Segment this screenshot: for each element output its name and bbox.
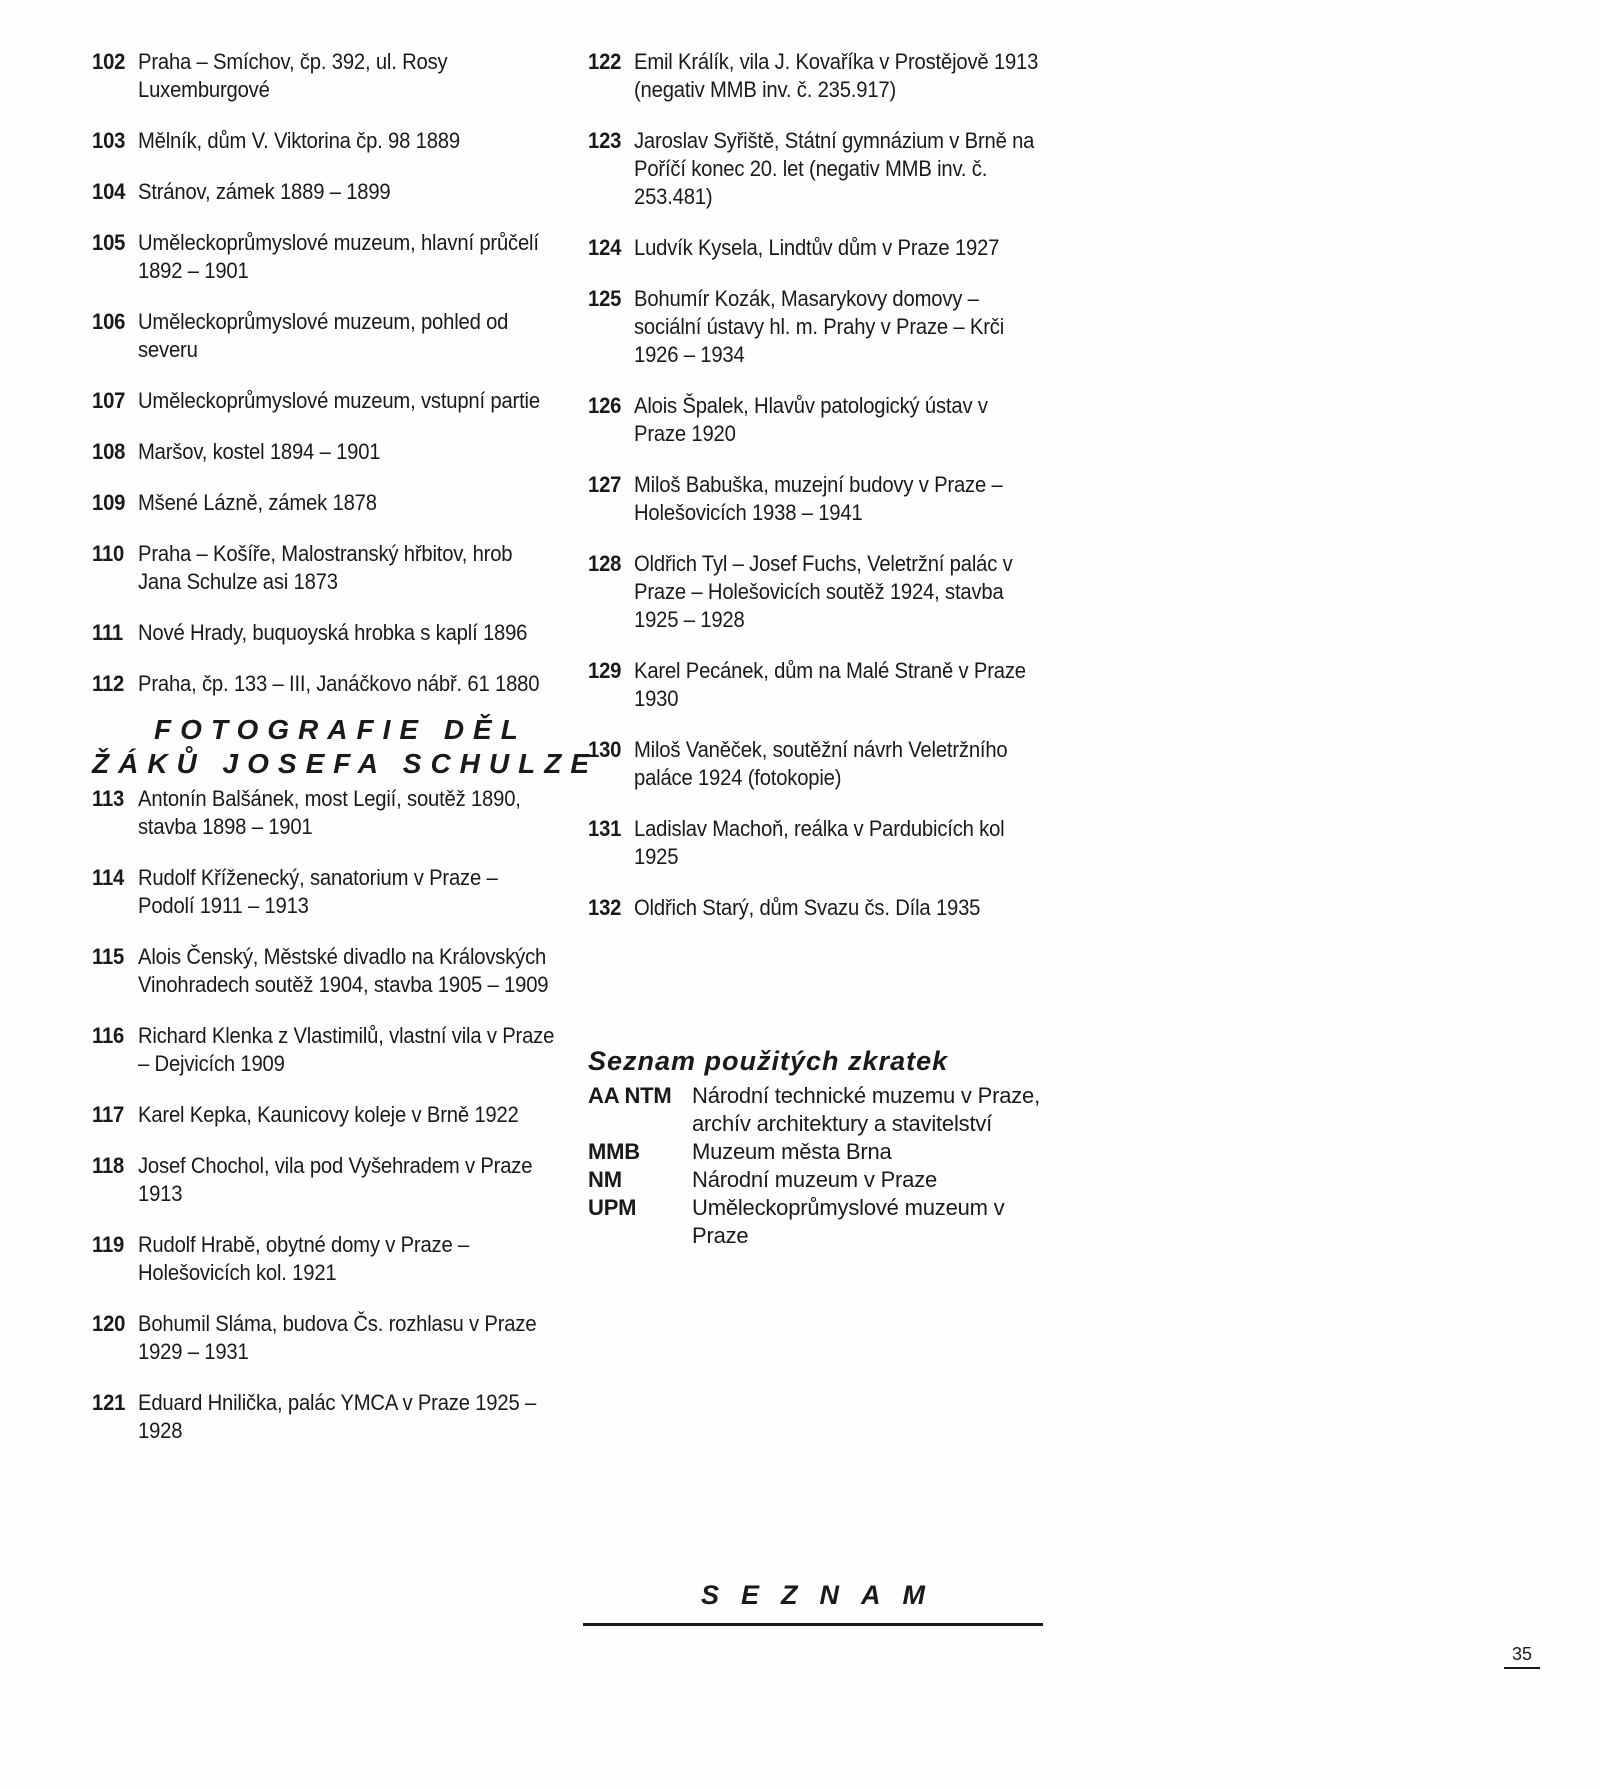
entry-text: Ludvík Kysela, Lindtův dům v Praze 1927: [634, 235, 1000, 260]
entry-text: Mšené Lázně, zámek 1878: [138, 490, 377, 515]
abbreviation-key: MMB: [588, 1139, 640, 1164]
entry-text: Richard Klenka z Vlastimilů, vlastní vila v Praze – Dejvicích 1909: [138, 1023, 555, 1076]
abbreviation-row: [588, 1082, 1058, 1138]
entry-item: [92, 670, 559, 698]
entry-number: 129: [588, 658, 622, 683]
entry-number: 130: [588, 737, 622, 762]
abbreviation-key: NM: [588, 1167, 622, 1192]
entry-number: 115: [92, 944, 125, 969]
entry-text: Alois Čenský, Městské divadlo na Královských Vinohradech soutěž 1904, stavba 1905 – 1909: [138, 944, 549, 997]
entry-item: [92, 1152, 559, 1208]
entry-number: 103: [92, 128, 126, 153]
entry-number: 123: [588, 128, 622, 153]
footer-title: [583, 1580, 1043, 1626]
entry-number: 104: [92, 179, 126, 204]
entry-item: [92, 1231, 559, 1287]
entry-text: Bohumír Kozák, Masarykovy domovy – sociální ústavy hl. m. Prahy v Praze – Krči 1926 – 1934: [634, 286, 1005, 367]
entry-text: Emil Králík, vila J. Kovaříka v Prostějově 1913 (negativ MMB inv. č. 235.917): [634, 49, 1039, 102]
entry-text: Miloš Babuška, muzejní budovy v Praze – Holešovicích 1938 – 1941: [634, 472, 1003, 525]
entry-text: Antonín Balšánek, most Legií, soutěž 1890, stavba 1898 – 1901: [138, 786, 521, 839]
entry-text: Uměleckoprůmyslové muzeum, hlavní průčelí 1892 – 1901: [138, 230, 539, 283]
entry-text: Praha – Košíře, Malostranský hřbitov, hrob Jana Schulze asi 1873: [138, 541, 513, 594]
entry-item: [92, 785, 559, 841]
abbreviation-value: Uměleckoprůmyslové muzeum v Praze: [692, 1195, 1005, 1248]
entry-number: 109: [92, 490, 126, 515]
entry-text: Jaroslav Syřiště, Státní gymnázium v Brně na Poříčí konec 20. let (negativ MMB inv. č. 253.481): [634, 128, 1035, 209]
abbreviation-key: UPM: [588, 1195, 637, 1220]
entry-number: 108: [92, 439, 126, 464]
entry-text: Eduard Hnilička, palác YMCA v Praze 1925 – 1928: [138, 1390, 537, 1443]
left-column: [92, 48, 598, 1468]
entry-number: 120: [92, 1311, 126, 1336]
entry-item: [588, 48, 1045, 104]
entry-number: 117: [92, 1102, 125, 1127]
abbreviations-block: [588, 1044, 1058, 1250]
entry-item: [588, 550, 1045, 634]
entry-list-1: [92, 48, 562, 698]
entry-item: [92, 864, 559, 920]
entry-text: Uměleckoprůmyslové muzeum, vstupní partie: [138, 388, 540, 413]
entry-number: 132: [588, 895, 622, 920]
entry-item: [588, 471, 1045, 527]
entry-text: Nové Hrady, buquoyská hrobka s kaplí 1896: [138, 620, 528, 645]
entry-number: 122: [588, 49, 622, 74]
entry-text: Oldřich Tyl – Josef Fuchs, Veletržní palác v Praze – Holešovicích soutěž 1924, stavba 1925 – 1928: [634, 551, 1013, 632]
right-column: [588, 48, 1048, 945]
entry-number: 116: [92, 1023, 125, 1048]
section-heading-line1: FOTOGRAFIE DĚL: [154, 714, 527, 745]
entry-item: [588, 736, 1045, 792]
entry-item: [92, 229, 559, 285]
entry-text: Rudolf Kříženecký, sanatorium v Praze – Podolí 1911 – 1913: [138, 865, 498, 918]
entry-item: [92, 1022, 559, 1078]
entry-text: Karel Pecánek, dům na Malé Straně v Praze 1930: [634, 658, 1026, 711]
entry-number: 127: [588, 472, 622, 497]
abbreviation-row: [588, 1194, 1058, 1250]
entry-item: [92, 489, 559, 517]
entry-text: Stránov, zámek 1889 – 1899: [138, 179, 391, 204]
entry-number: 112: [92, 671, 125, 696]
entry-text: Alois Špalek, Hlavův patologický ústav v Praze 1920: [634, 393, 988, 446]
entry-item: [588, 894, 1045, 922]
entry-item: [92, 1101, 559, 1129]
entry-text: Bohumil Sláma, budova Čs. rozhlasu v Praze 1929 – 1931: [138, 1311, 537, 1364]
abbreviation-value: Národní muzeum v Praze: [692, 1167, 938, 1192]
entry-text: Oldřich Starý, dům Svazu čs. Díla 1935: [634, 895, 981, 920]
entry-item: [92, 308, 559, 364]
entry-item: [92, 1389, 559, 1445]
footer-title-text: SEZNAM: [701, 1580, 947, 1610]
entry-text: Maršov, kostel 1894 – 1901: [138, 439, 381, 464]
entry-number: 105: [92, 230, 126, 255]
abbreviation-value: Národní technické muzemu v Praze, archív architektury a stavitelství: [692, 1083, 1040, 1136]
entry-number: 121: [92, 1390, 126, 1415]
entry-number: 106: [92, 309, 126, 334]
entry-text: Praha, čp. 133 – III, Janáčkovo nábř. 61 1880: [138, 671, 540, 696]
entry-item: [92, 127, 559, 155]
entry-number: 128: [588, 551, 622, 576]
abbreviation-value: Muzeum města Brna: [692, 1139, 892, 1164]
entry-item: [588, 285, 1045, 369]
entry-item: [92, 540, 559, 596]
entry-number: 118: [92, 1153, 125, 1178]
entry-text: Miloš Vaněček, soutěžní návrh Veletržního paláce 1924 (fotokopie): [634, 737, 1008, 790]
entry-item: [92, 438, 559, 466]
entry-item: [92, 178, 559, 206]
entry-text: Josef Chochol, vila pod Vyšehradem v Praze 1913: [138, 1153, 533, 1206]
entry-number: 114: [92, 865, 125, 890]
entry-text: Mělník, dům V. Viktorina čp. 98 1889: [138, 128, 460, 153]
entry-text: Ladislav Machoň, reálka v Pardubicích kol 1925: [634, 816, 1005, 869]
abbreviation-row: [588, 1166, 1058, 1194]
entry-number: 131: [588, 816, 622, 841]
entry-number: 110: [92, 541, 125, 566]
entry-item: [92, 387, 559, 415]
entry-number: 102: [92, 49, 126, 74]
entry-number: 107: [92, 388, 126, 413]
entry-number: 111: [92, 620, 123, 645]
entry-list-3: [588, 48, 1048, 922]
entry-text: Rudolf Hrabě, obytné domy v Praze – Holešovicích kol. 1921: [138, 1232, 470, 1285]
entry-item: [92, 48, 559, 104]
entry-text: Praha – Smíchov, čp. 392, ul. Rosy Luxemburgové: [138, 49, 448, 102]
entry-number: 125: [588, 286, 622, 311]
entry-number: 119: [92, 1232, 125, 1257]
entry-number: 124: [588, 235, 622, 260]
section-heading-line2: ŽÁKŮ JOSEFA SCHULZE: [92, 748, 598, 779]
page-number: 35: [1504, 1644, 1540, 1669]
entry-item: [588, 657, 1045, 713]
entry-item: [588, 392, 1045, 448]
entry-text: Karel Kepka, Kaunicovy koleje v Brně 1922: [138, 1102, 519, 1127]
entry-item: [92, 1310, 559, 1366]
entry-text: Uměleckoprůmyslové muzeum, pohled od severu: [138, 309, 509, 362]
entry-number: 113: [92, 786, 125, 811]
entry-number: 126: [588, 393, 622, 418]
abbreviations-title: Seznam použitých zkratek: [588, 1046, 949, 1076]
entry-item: [588, 234, 1045, 262]
entry-item: [588, 127, 1045, 211]
abbreviations-list: [588, 1082, 1058, 1250]
abbreviation-row: [588, 1138, 1058, 1166]
entry-list-2: [92, 785, 562, 1445]
entry-item: [92, 619, 559, 647]
entry-item: [92, 943, 559, 999]
abbreviation-key: AA NTM: [588, 1083, 672, 1108]
entry-item: [588, 815, 1045, 871]
